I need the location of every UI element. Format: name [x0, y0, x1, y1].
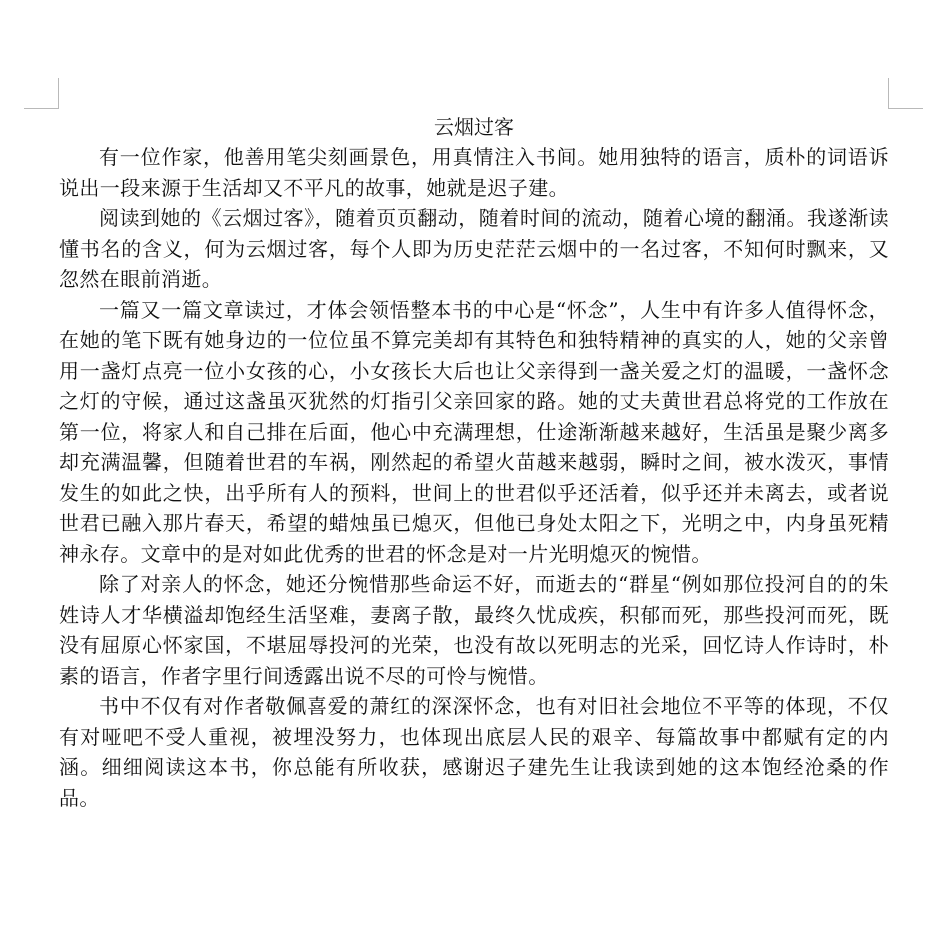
- document-title: 云烟过客: [434, 115, 514, 139]
- paragraph-3: 一篇又一篇文章读过，才体会领悟整本书的中心是“怀念”，人生中有许多人值得怀念，在她的笔下既有她身边的一位位虽不算完美却有其特色和独特精神的真实的人，她的父亲曾用一盏灯点亮一位小女孩的心，小女孩长大后也让父亲得到一盏关爱之灯的温暖，一盏怀念之灯的守候，通过这盏虽灭犹然的灯指引父亲回家的路。她的丈夫黄世君总将党的工作放在第一位，将家人和自己排在后面，他心中充满理想，仕途渐渐越来越好，生活虽是聚少离多却充满温馨，但随着世君的车祸，刚然起的希望火苗越来越弱，瞬时之间，被水泼灭，事情发生的如此之快，出乎所有人的预料，世间上的世君似乎还活着，似乎还并未离去，或者说世君已融入那片春天，希望的蜡烛虽已熄灭，但他已身处太阳之下，光明之中，内身虽死精神永存。文章中的是对如此优秀的世君的怀念是对一片光明熄灭的惋惜。: [59, 297, 889, 566]
- paragraph-5: 书中不仅有对作者敬佩喜爱的萧红的深深怀念，也有对旧社会地位不平等的体现，不仅有对哑吧不受人重视，被埋没努力，也体现出底层人民的艰辛、每篇故事中都赋有定的内涵。细细阅读这本书，你总能有所收获，感谢迟子建先生让我读到她的这本饱经沧桑的作品。: [59, 694, 889, 810]
- page-corner-mark-top-right: [888, 78, 923, 109]
- document-page[interactable]: [59, 112, 889, 813]
- page-corner-mark-top-left: [24, 78, 59, 109]
- paragraph-2: 阅读到她的《云烟过客》，随着页页翻动，随着时间的流动，随着心境的翻涌。我遂渐读懂书名的含义，何为云烟过客，每个人即为历史茫茫云烟中的一名过客，不知何时飘来，又忽然在眼前消逝。: [59, 206, 889, 291]
- paragraph-1: 有一位作家，他善用笔尖刻画景色，用真情注入书间。她用独特的语言，质朴的词语诉说出一段来源于生活却又不平凡的故事，她就是迟子建。: [59, 145, 889, 200]
- paragraph-4: 除了对亲人的怀念，她还分惋惜那些命运不好，而逝去的“群星“例如那位投河自的的朱姓诗人才华横溢却饱经生活坚难，妻离子散，最终久忧成疾，积郁而死，那些投河而死，既没有屈原心怀家国，不堪屈辱投河的光荣，也没有故以死明志的光采，回忆诗人作诗时，朴素的语言，作者字里行间透露出说不尽的可怜与惋惜。: [59, 572, 889, 688]
